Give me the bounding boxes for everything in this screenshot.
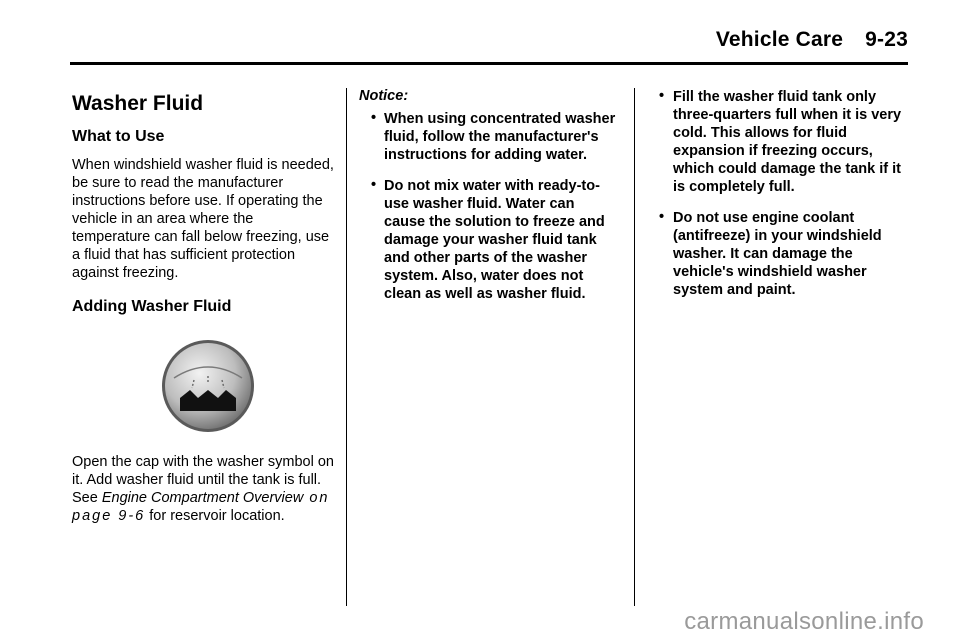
- adding-washer-fluid-text: Open the cap with the washer symbol on it. Add washer fluid until the tank is full. See Engine Compartment Overview on page 9-6 for reservoir location.: [72, 454, 334, 524]
- reference-link[interactable]: Engine Compartment Overview: [101, 490, 304, 506]
- column-divider-2: [634, 88, 635, 606]
- what-to-use-heading: What to Use: [72, 128, 165, 145]
- column-1: [72, 88, 334, 525]
- column-3: [647, 88, 909, 312]
- notice-bullet-4: • Do not use engine coolant (antifreeze) in your windshield washer. It can damage the vehicle's windshield washer system and paint.: [659, 209, 882, 298]
- column-divider-1: [346, 88, 347, 606]
- reference-page[interactable]: on page 9-6: [72, 490, 330, 524]
- washer-fluid-symbol-icon: [72, 338, 334, 439]
- notice-bullet-1: • When using concentrated washer fluid, follow the manufacturer's instructions for adding water.: [371, 110, 616, 163]
- section-title: Vehicle Care: [715, 28, 844, 51]
- notice-bullet-2: • Do not mix water with ready-to-use washer fluid. Water can cause the solution to freeze and damage your washer fluid tank and other parts of the washer system. Also, water does not clean as well as washer fluid.: [371, 177, 605, 302]
- what-to-use-text: When windshield washer fluid is needed, be sure to read the manufacturer instructions before use. If operating the vehicle in an area where the temperature can fall below freezing, use a fluid that has sufficient protection against freezing.: [72, 157, 334, 281]
- section-heading: Washer Fluid: [72, 92, 204, 115]
- column-2: [359, 88, 619, 316]
- notice-bullet-3: • Fill the washer fluid tank only three-quarters full when it is very cold. This allows for fluid expansion if freezing occurs, which could damage the tank if it is completely full.: [659, 88, 902, 195]
- notice-label: Notice:: [359, 88, 409, 104]
- adding-washer-fluid-heading: Adding Washer Fluid: [72, 298, 232, 315]
- header-rule: [70, 62, 908, 65]
- page-header: [716, 28, 908, 52]
- watermark: carmanualsonline.info: [684, 608, 924, 635]
- page-number: 9-23: [865, 28, 908, 51]
